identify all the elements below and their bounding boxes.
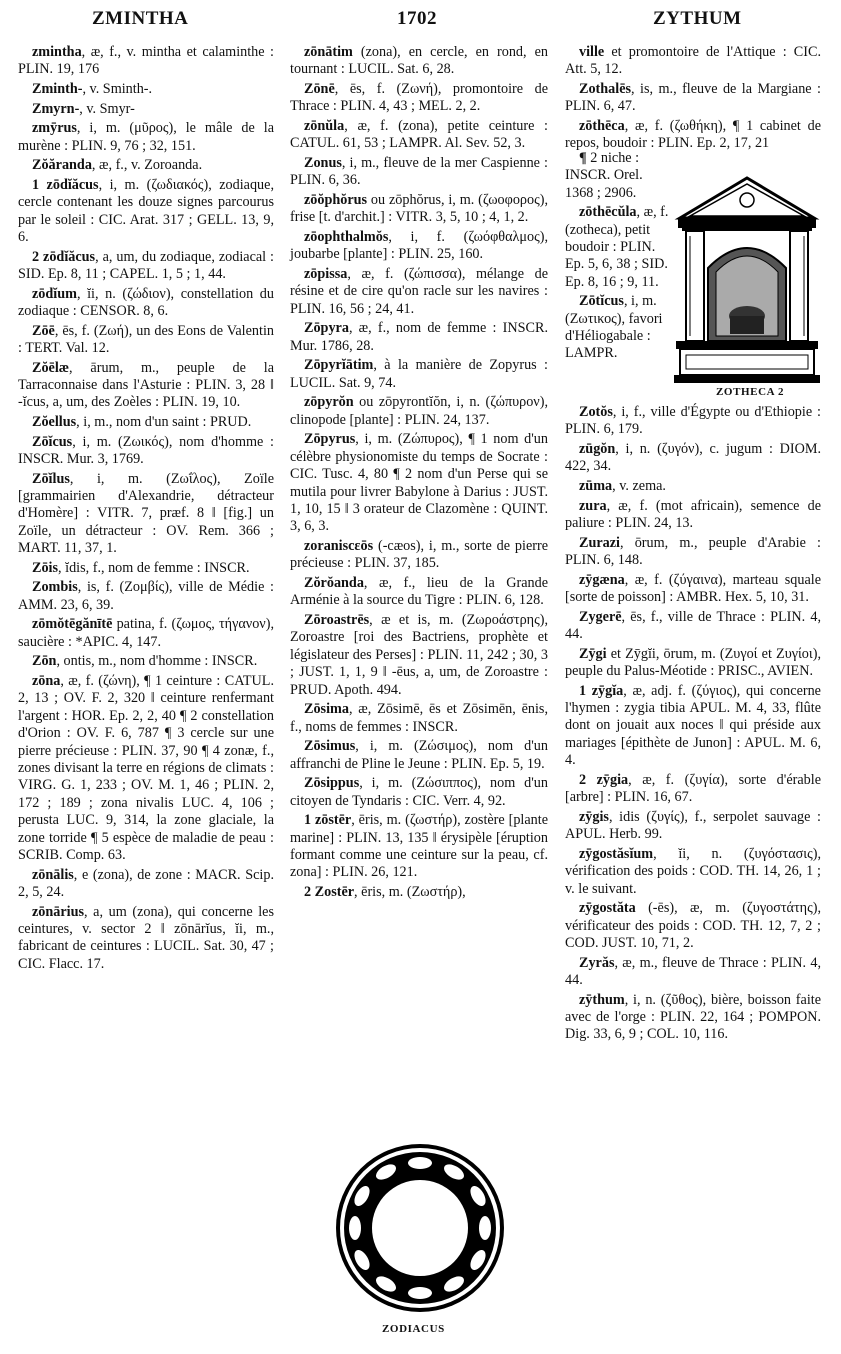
dictionary-entry: zōpissa, æ, f. (ζώπισσα), mélange de résine et de cire qu'on racle sur les navires : PLIN. 16, 56 ; 24, 41. [290, 266, 548, 317]
dictionary-entry: zōthēcŭla, æ, f. (zotheca), petit boudoir : PLIN. Ep. 5, 6, 38 ; SID. Ep. 8, 16 ; 9, 11. [565, 204, 669, 290]
dictionary-entry: zōpyrŏn ou zōpyrontĭŏn, i, n. (ζώπυρον), clinopode [plante] : PLIN. 24, 137. [290, 394, 548, 428]
dictionary-entry: zōnŭla, æ, f. (zona), petite ceinture : CATUL. 61, 53 ; LAMPR. Al. Sev. 52, 3. [290, 118, 548, 152]
dictionary-entry: zūma, v. zema. [579, 478, 666, 494]
dictionary-entry: Zyrăs, æ, m., fleuve de Thrace : PLIN. 4, 44. [565, 954, 821, 989]
dictionary-entry: zmintha, æ, f., v. mintha et calaminthe : PLIN. 19, 176 [18, 44, 274, 78]
dictionary-entry: Zŏēlæ, ārum, m., peuple de la Tarraconnaise dans l'Asturie : PLIN. 3, 28 ‖ -ĭcus, a, um, des Zoèles : PLIN. 19, 10. [18, 359, 274, 411]
dictionary-entry: zmȳrus, i, m. (μῦρος), le mâle de la murène : PLIN. 9, 76 ; 32, 151. [18, 120, 274, 154]
column-1 [18, 44, 274, 975]
dictionary-entry: zōthēca, æ, f. (ζωθήκη), ¶ 1 cabinet de repos, boudoir : PLIN. Ep. 2, 17, 21 [565, 118, 821, 152]
dictionary-entry: zōna, æ, f. (ζώνη), ¶ 1 ceinture : CATUL. 2, 13 ; OV. F. 2, 320 ‖ ceinture renfermant l'argent : HOR. Ep. 2, 2, 40 ¶ 2 constellation d'Orion : OV. F. 6, 787 ¶ 3 cercle sur une pierre précieuse : PLIN. 37, 90 ¶ 4 zonæ, f., zones divisant la terre en régions de climats : VIRG. G. 1, 233 ; OV. M. 1, 46 ; PLIN. 2, 172 ; 189 ; zona nivalis LUC. 4, 106 ; perusta LUC. 9, 314, la zone glaciale, la zone torride ¶ 5 espèce de maladie de peau : SCRIB. Comp. 63. [18, 673, 274, 864]
dictionary-entry: Zōn, ontis, m., nom d'homme : INSCR. [32, 653, 258, 670]
dictionary-entry: zura, æ, f. (mot africain), semence de paliure : PLIN. 24, 13. [565, 497, 821, 531]
dictionary-entry: ville et promontoire de l'Attique : CIC. Att. 5, 12. [565, 44, 821, 78]
dictionary-entry: zȳthum, i, n. (ζῦθος), bière, boisson faite avec de l'orge : PLIN. 22, 164 ; POMPON. Dig. 33, 6, 9 ; COL. 10, 116. [565, 991, 821, 1043]
dictionary-entry: Zōsima, æ, Zōsimē, ēs et Zōsimēn, ēnis, f., noms de femmes : INSCR. [290, 701, 548, 735]
dictionary-entry: Zōpyrus, i, m. (Ζώπυρος), ¶ 1 nom d'un célèbre physionomiste du temps de Socrate : CIC. Tusc. 4, 80 ¶ 2 nom d'un Perse qui se mutila pour livrer Babylone à Darius : JUST. 1, 10, 15 ‖ 3 orateur de Clazomène : QUINT. 3, 6, 3. [290, 431, 548, 535]
dictionary-entry: Zŏellus, i, m., nom d'un saint : PRUD. [32, 414, 252, 430]
dictionary-entry: zōdĭum, ĭi, n. (ζώδιον), constellation du zodiaque : CENSOR. 8, 6. [18, 285, 274, 319]
dictionary-entry: Zōĭlus, i, m. (Ζωΐλος), Zoïle [grammairien d'Alexandrie, détracteur d'Homère] : VITR. 7, præf. 8 ‖ [fig.] un Zoïle, un détracteur : OV. Rem. 366 ; MART. 11, 37, 1. [18, 470, 274, 557]
dictionary-entry: Zōsimus, i, m. (Ζώσιμος), nom d'un affranchi de Pline le Jeune : PLIN. Ep. 5, 19. [290, 738, 548, 772]
column-2 [290, 44, 548, 904]
page-header [0, 8, 841, 34]
zotheca-caption: ZOTHECA 2 [716, 386, 785, 398]
dictionary-entry: zȳgostăta (-ēs), æ, m. (ζυγοστάτης), vérificateur des poids : COD. TH. 12, 7, 2 ; COD. JUST. 10, 71, 2. [565, 900, 821, 952]
dictionary-entry: Zōē, ēs, f. (Ζωή), un des Eons de Valentin : TERT. Val. 12. [18, 322, 274, 356]
dictionary-entry: Zombis, is, f. (Ζομβίς), ville de Médie : AMM. 23, 6, 39. [18, 579, 274, 613]
dictionary-entry: Zōroastrēs, æ et is, m. (Ζωροάστρης), Zoroastre [roi des Bactriens, prophète et législateur des Perses] : PLIN. 11, 242 ; 30, 3 ; JUST. 1, 1, 9 ‖ -ēus, a, um, de Zoroastre : PRUD. Apoth. 494. [290, 612, 548, 698]
zodiac-illustration [333, 1139, 507, 1317]
dictionary-entry: 1 zȳgĭa, æ, adj. f. (ζύγιος), qui concerne l'hymen : zygia tibia APUL. M. 4, 33, flûte dont on jouait aux noces ‖ qui préside aux mariages [épithète de Junon] : APUL. M. 6, 4. [565, 682, 821, 769]
dictionary-entry: zūgŏn, i, n. (ζυγόν), c. jugum : DIOM. 422, 34. [565, 441, 821, 475]
zodiac-caption: ZODIACUS [382, 1323, 445, 1335]
dictionary-entry: Zōsippus, i, m. (Ζώσιππος), nom d'un citoyen de Tyndaris : CIC. Verr. 4, 92. [290, 775, 548, 809]
dictionary-entry: Zŏrŏanda, æ, f., lieu de la Grande Arménie à la source du Tigre : PLIN. 6, 128. [290, 575, 548, 609]
dictionary-entry: Zygerē, ēs, f., ville de Thrace : PLIN. 4, 44. [565, 608, 821, 642]
dictionary-entry: zōnālis, e (zona), de zone : MACR. Scip. 2, 5, 24. [18, 866, 274, 901]
dictionary-entry: Zōpyra, æ, f., nom de femme : INSCR. Mur. 1786, 28. [290, 320, 548, 354]
dictionary-entry: Zotŏs, i, f., ville d'Égypte ou d'Ethiopie : PLIN. 6, 179. [565, 404, 821, 438]
dictionary-entry: Zȳgi et Zȳgĭi, ōrum, m. (Ζυγοί et Ζυγίοι), peuple du Palus-Méotide : PRISC., AVIEN. [565, 645, 821, 679]
column-3-top [565, 44, 821, 155]
column-3-bottom [565, 404, 821, 1046]
zotheca-illustration [672, 176, 822, 384]
header-right-guideword: ZYTHUM [653, 8, 742, 29]
dictionary-entry: Zmyrn-, v. Smyr- [32, 100, 135, 117]
dictionary-entry: zȳgis, idis (ζυγίς), f., serpolet sauvage : APUL. Herb. 99. [565, 808, 821, 843]
header-left-guideword: ZMINTHA [92, 8, 189, 29]
dictionary-entry: Zonus, i, m., fleuve de la mer Caspienne : PLIN. 6, 36. [290, 155, 548, 189]
dictionary-entry: 2 Zostēr, ēris, m. (Ζωστήρ), [304, 884, 466, 901]
dictionary-entry: Zŏăranda, æ, f., v. Zoroanda. [32, 157, 203, 174]
dictionary-entry: zoraniscεōs (-cæos), i, m., sorte de pierre précieuse : PLIN. 37, 185. [290, 538, 548, 572]
dictionary-entry: zōnātim (zona), en cercle, en rond, en tournant : LUCIL. Sat. 6, 28. [290, 44, 548, 78]
dictionary-entry: zȳgostăsĭum, ĭi, n. (ζυγόστασις), vérification des poids : COD. TH. 14, 26, 1 ; v. le suivant. [565, 845, 821, 897]
dictionary-entry: Zōis, ĭdis, f., nom de femme : INSCR. [32, 559, 250, 576]
dictionary-entry: 1 zōdĭăcus, i, m. (ζωδιακός), zodiaque, cercle contenant les douze signes parcourus par le soleil : CIC. Arat. 317 ; GELL. 13, 9, 6. [18, 176, 274, 245]
dictionary-entry: Zōĭcus, i, m. (Ζωικός), nom d'homme : INSCR. Mur. 3, 1769. [18, 433, 274, 467]
dictionary-entry: zȳgæna, æ, f. (ζύγαινα), marteau squale [sorte de poisson] : AMBR. Hex. 5, 10, 31. [565, 571, 821, 605]
dictionary-entry: Zōpyrĭātim, à la manière de Zopyrus : LUCIL. Sat. 9, 74. [290, 357, 548, 391]
page-number: 1702 [397, 8, 437, 29]
column-3-narrow [565, 150, 669, 365]
dictionary-entry: 1 zōstēr, ēris, m. (ζωστήρ), zostère [plante marine] : PLIN. 13, 135 ‖ érysipèle [éruption formant comme une ceinture sur la peau, cf. zona] : PLIN. 26, 121. [290, 812, 548, 881]
dictionary-entry: 2 zōdĭăcus, a, um, du zodiaque, zodiacal : SID. Ep. 8, 11 ; CAPEL. 1, 5 ; 1, 44. [18, 248, 274, 282]
dictionary-entry: Zothalēs, is, m., fleuve de la Margiane : PLIN. 6, 47. [565, 81, 821, 115]
dictionary-entry: zōŏphŏrus ou zōphŏrus, i, m. (ζωοφορος), frise [t. d'archit.] : VITR. 3, 5, 10 ; 4, 1, 2. [290, 192, 548, 226]
dictionary-entry: Zminth-, v. Sminth-. [32, 81, 153, 97]
dictionary-entry: zōmŏtēgănītē patina, f. (ζωμος, τήγανον), saucière : *APIC. 4, 147. [18, 616, 274, 650]
dictionary-entry: 2 zȳgia, æ, f. (ζυγία), sorte d'érable [arbre] : PLIN. 16, 67. [565, 771, 821, 806]
dictionary-entry: Zurazi, ōrum, m., peuple d'Arabie : PLIN. 6, 148. [565, 534, 821, 568]
dictionary-entry: zōophthalmŏs, i, f. (ζωόφθαλμος), joubarbe [plante] : PLIN. 25, 160. [290, 229, 548, 263]
dictionary-entry: Zōtĭcus, i, m. (Ζωτικος), favori d'Héliogabale : LAMPR. [565, 293, 663, 362]
dictionary-entry: zōnārius, a, um (zona), qui concerne les ceintures, v. sector 2 ‖ zōnārĭus, ĭi, m., fabricant de ceintures : LUCIL. Sat. 30, 47 ; CIC. Flacc. 17. [18, 903, 274, 972]
dictionary-entry: Zōnē, ēs, f. (Ζωνή), promontoire de Thrace : PLIN. 4, 43 ; MEL. 2, 2. [290, 81, 548, 115]
dictionary-entry: ¶ 2 niche : INSCR. Orel. 1368 ; 2906. [565, 150, 643, 201]
